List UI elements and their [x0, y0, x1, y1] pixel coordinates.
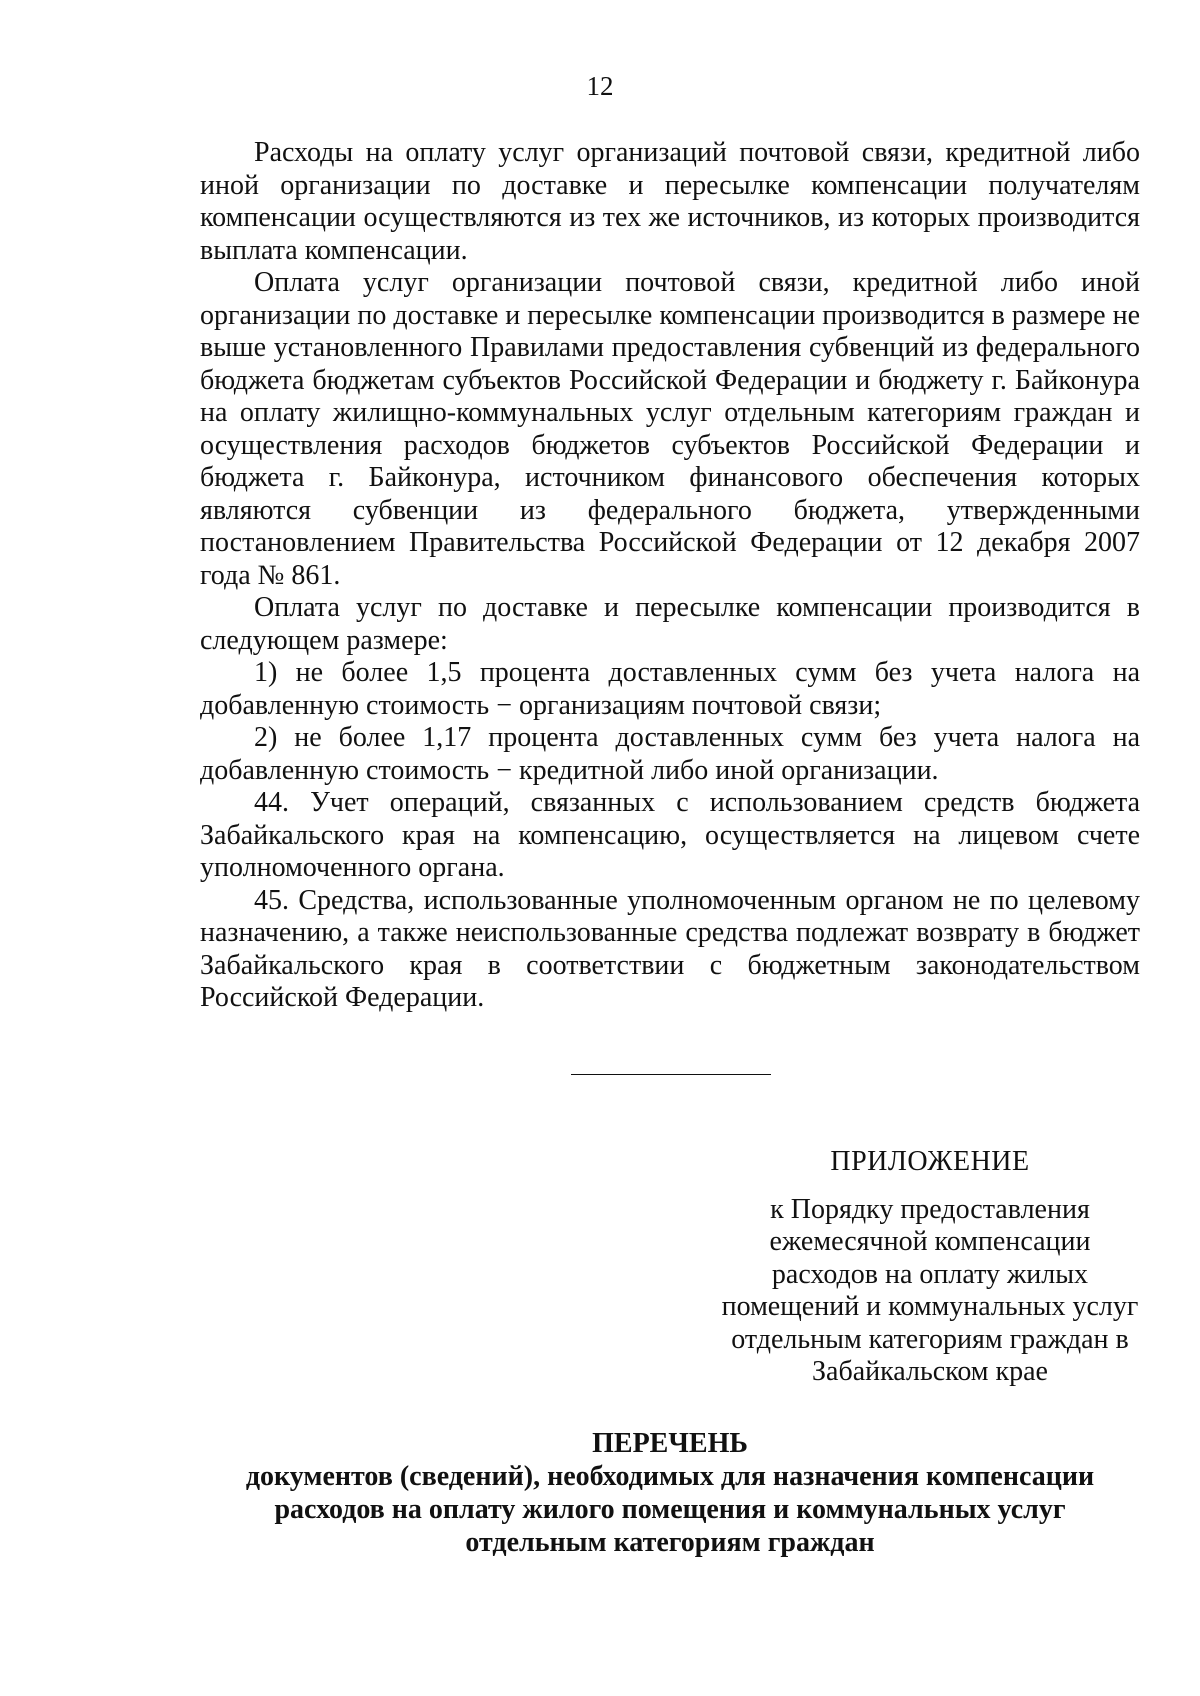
body-text	[200, 137, 1140, 1015]
paragraph-section-44: 44. Учет операций, связанных с использованием средств бюджета Забайкальского края на компенсацию, осуществляется на лицевом счете уполномоченного органа.	[200, 787, 1140, 883]
list-title-line: расходов на оплату жилого помещения и коммунальных услуг	[274, 1494, 1066, 1525]
list-title-line: документов (сведений), необходимых для назначения компенсации	[245, 1461, 1095, 1492]
list-title	[0, 1427, 1200, 1559]
appendix-subtitle	[690, 1194, 1170, 1388]
paragraph-delivery-payment: Оплата услуг по доставке и пересылке компенсации производится в следующем размере:	[200, 592, 1140, 656]
separator-line	[571, 1074, 771, 1075]
page-number: 12	[586, 71, 614, 101]
appendix-line: ежемесячной компенсации	[769, 1226, 1091, 1258]
paragraph-payment-size: Оплата услуг организации почтовой связи, кредитной либо иной организации по доставке и пересылке компенсации производится в размере не выше установленного Правилами предоставления субвенций из федерального бюджета бюджетам субъектов Российской Федерации и бюджету г. Байконура на оплату жилищно-коммунальных услуг отдельным категориям граждан и осуществления расходов бюджетов субъектов Российской Федерации и бюджета г. Байконура, источником финансового обеспечения которых являются субвенции из федерального бюджета, утвержденными постановлением Правительства Российской Федерации от 12 декабря 2007 года № 861.	[200, 267, 1140, 591]
appendix-line: Забайкальском крае	[812, 1356, 1048, 1388]
paragraph-section-45: 45. Средства, использованные уполномоченным органом не по целевому назначению, а также неиспользованные средства подлежат возврату в бюджет Забайкальского края в соответствии с бюджетным законодательством Российской Федерации.	[200, 884, 1140, 1013]
paragraph-postal-costs: Расходы на оплату услуг организаций почтовой связи, кредитной либо иной организации по доставке и пересылке компенсации получателям компенсации осуществляются из тех же источников, из которых производится выплата компенсации.	[200, 137, 1140, 266]
paragraph-item-2: 2) не более 1,17 процента доставленных сумм без учета налога на добавленную стоимость − кредитной либо иной организации.	[200, 722, 1140, 786]
list-heading: ПЕРЕЧЕНЬ	[592, 1428, 748, 1459]
paragraph-item-1: 1) не более 1,5 процента доставленных сумм без учета налога на добавленную стоимость − организациям почтовой связи;	[200, 657, 1140, 721]
appendix-line: к Порядку предоставления	[770, 1194, 1090, 1225]
appendix-title: ПРИЛОЖЕНИЕ	[830, 1146, 1030, 1177]
appendix-line: помещений и коммунальных услуг	[721, 1291, 1139, 1323]
list-title-line: отдельным категориям граждан	[465, 1527, 875, 1558]
appendix-line: расходов на оплату жилых	[771, 1258, 1089, 1290]
appendix-line: отдельным категориям граждан в	[731, 1323, 1129, 1355]
